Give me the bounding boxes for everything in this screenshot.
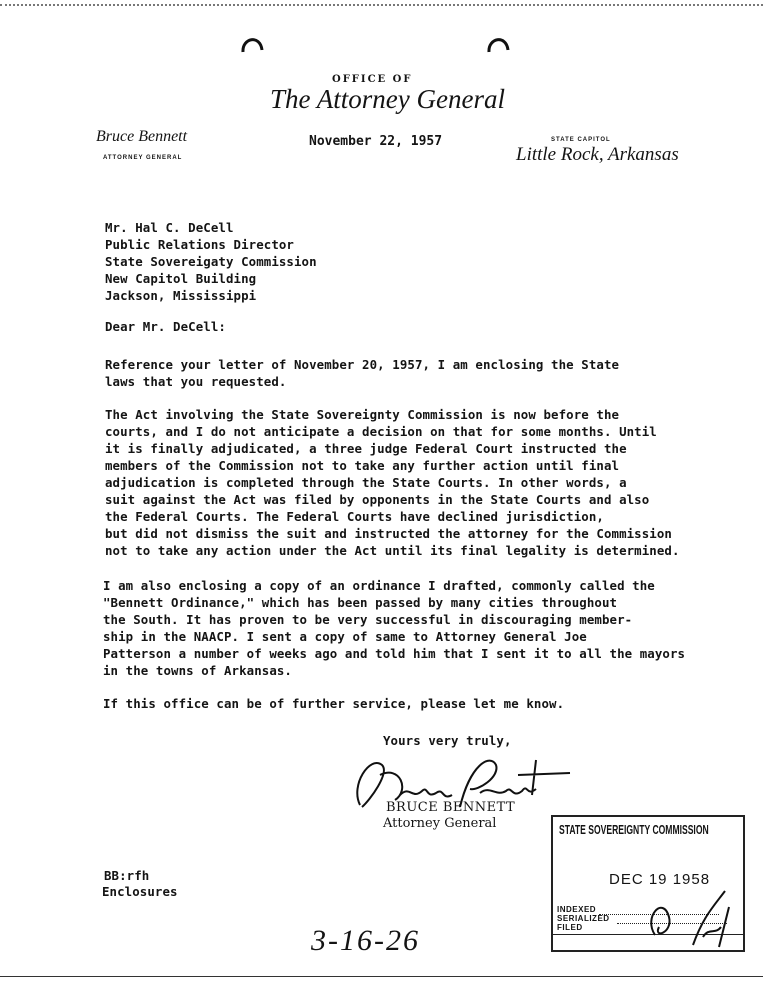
- signer-title: Attorney General: [383, 816, 497, 831]
- valediction: Yours very truly,: [383, 733, 512, 748]
- bottom-edge-divider: [0, 976, 763, 977]
- body-line: the South. It has proven to be very successful in discouraging member-: [103, 612, 633, 627]
- office-of-label: OFFICE OF: [332, 74, 413, 85]
- office-name: The Attorney General: [270, 84, 505, 114]
- body-line: Reference your letter of November 20, 1957, I am enclosing the State: [105, 357, 620, 372]
- state-capitol-label: STATE CAPITOL: [551, 137, 611, 143]
- body-line: ship in the NAACP. I sent a copy of same to Attorney General Joe: [103, 629, 587, 644]
- stamp-initials-icon: [633, 887, 743, 949]
- body-line: courts, and I do not anticipate a decision on that for some months. Until: [105, 424, 657, 439]
- paragraph-1: [105, 356, 619, 390]
- body-line: laws that you requested.: [105, 374, 287, 389]
- received-stamp: [551, 815, 745, 952]
- stamp-filed: FILED: [557, 923, 583, 932]
- inside-address: [105, 219, 317, 304]
- perforated-edge: [0, 4, 763, 6]
- binder-hole-right-icon: [484, 30, 514, 56]
- stamp-serialized: SERIALIZED: [557, 914, 610, 923]
- binder-hole-left-icon: [238, 30, 268, 56]
- address-line: Public Relations Director: [105, 237, 294, 252]
- letterhead-attorney-title: ATTORNEY GENERAL: [103, 155, 183, 161]
- stamp-header: STATE SOVEREIGNTY COMMISSION: [559, 822, 709, 837]
- body-line: If this office can be of further service, please let me know.: [103, 696, 565, 711]
- paragraph-2: [105, 406, 680, 559]
- stamp-indexed: INDEXED: [557, 905, 597, 914]
- enclosures-note: Enclosures: [102, 884, 178, 899]
- signer-name: BRUCE BENNETT: [386, 800, 516, 815]
- address-line: Mr. Hal C. DeCell: [105, 220, 234, 235]
- body-line: "Bennett Ordinance," which has been passed by many cities throughout: [103, 595, 618, 610]
- address-line: New Capitol Building: [105, 271, 257, 286]
- body-line: suit against the Act was filed by opponents in the State Courts and also: [105, 492, 650, 507]
- paragraph-4: [103, 695, 564, 712]
- handwritten-file-number: 3-16-26: [311, 924, 420, 957]
- body-line: but did not dismiss the suit and instructed the attorney for the Commission: [105, 526, 672, 541]
- body-line: it is finally adjudicated, a three judge Federal Court instructed the: [105, 441, 627, 456]
- body-line: in the towns of Arkansas.: [103, 663, 292, 678]
- body-line: adjudication is completed through the State Courts. In other words, a: [105, 475, 627, 490]
- address-line: Jackson, Mississippi: [105, 288, 257, 303]
- reference-initials: BB:rfh: [104, 868, 150, 883]
- salutation: Dear Mr. DeCell:: [105, 319, 226, 334]
- body-line: The Act involving the State Sovereignty Commission is now before the: [105, 407, 620, 422]
- body-line: the Federal Courts. The Federal Courts have declined jurisdiction,: [105, 509, 604, 524]
- letterhead-attorney-name: Bruce Bennett: [96, 128, 188, 145]
- body-line: I am also enclosing a copy of an ordinance I drafted, commonly called the: [103, 578, 655, 593]
- stamp-date: DEC 19 1958: [609, 871, 711, 888]
- paragraph-3: [103, 577, 685, 679]
- body-line: not to take any action under the Act until its final legality is determined.: [105, 543, 680, 558]
- letterhead-location: Little Rock, Arkansas: [516, 144, 679, 165]
- address-line: State Sovereigaty Commission: [105, 254, 317, 269]
- body-line: Patterson a number of weeks ago and told him that I sent it to all the mayors: [103, 646, 686, 661]
- body-line: members of the Commission not to take any further action until final: [105, 458, 620, 473]
- letter-date: November 22, 1957: [309, 134, 443, 149]
